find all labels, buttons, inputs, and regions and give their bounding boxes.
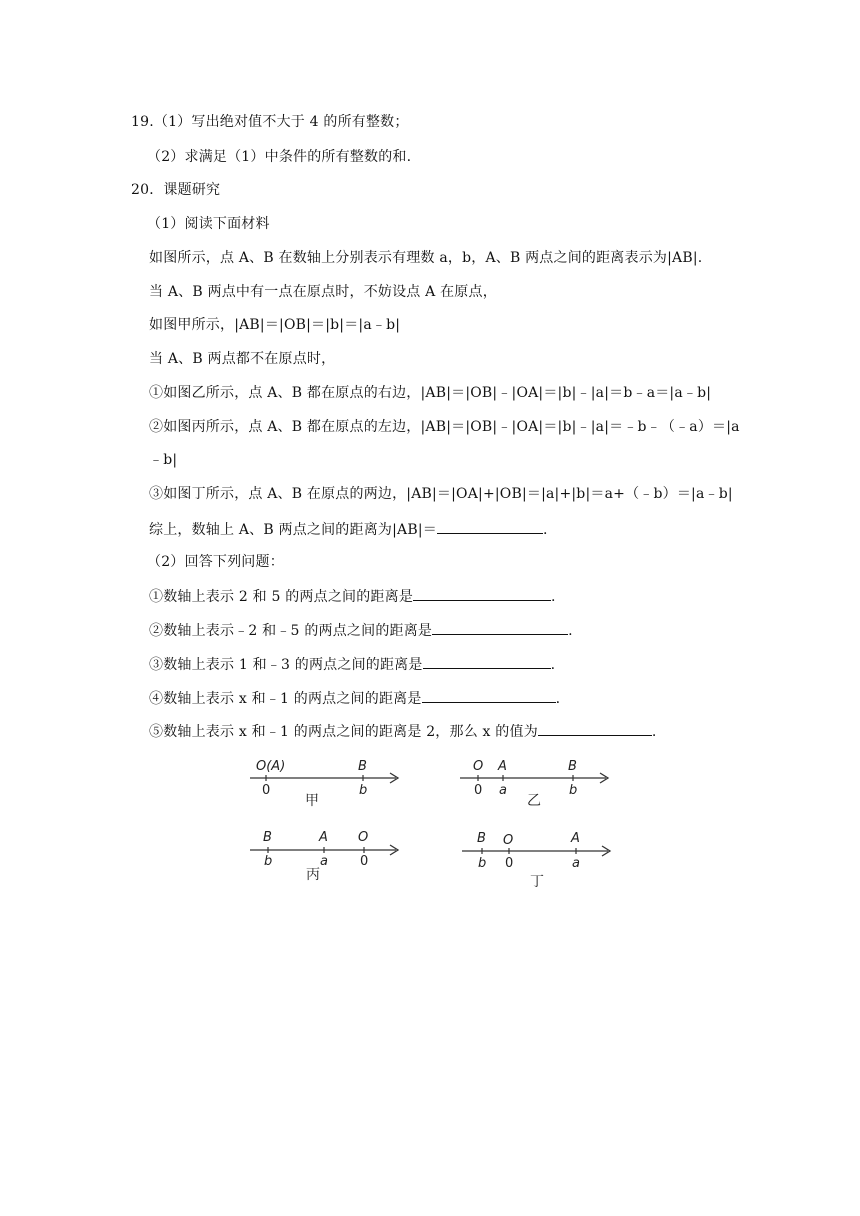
figure-bing-number-line	[246, 824, 416, 886]
q20-section2-heading: （2）回答下列问题：	[147, 554, 284, 570]
jia-label-B: B	[358, 759, 367, 774]
bing-tick-b: b	[264, 854, 273, 869]
figure-ding-number-line	[458, 826, 628, 892]
bing-tick-0: 0	[360, 854, 369, 869]
figure-jia-number-line	[246, 754, 416, 814]
material-case-not-origin: 当 A、B 两点都不在原点时，	[149, 351, 336, 367]
q20-title: 20．课题研究	[131, 182, 221, 198]
bing-tick-a: a	[320, 854, 328, 869]
yi-label-O: O	[473, 759, 484, 774]
question-1: ①数轴上表示 2 和 5 的两点之间的距离是 .	[149, 586, 556, 606]
ding-tick-b: b	[478, 856, 487, 871]
yi-tick-a: a	[499, 783, 507, 798]
bing-label-A: A	[319, 830, 328, 845]
jia-label-O: O(A)	[256, 759, 286, 774]
q19-part1: 19.（1）写出绝对值不大于 4 的所有整数；	[131, 114, 409, 130]
material-case-2-continued: ﹣b|	[149, 452, 178, 468]
yi-figure-name: 乙	[527, 793, 541, 809]
material-figure-jia: 如图甲所示，|AB|＝|OB|＝|b|＝|a﹣b|	[149, 317, 401, 333]
material-case-2: ②如图丙所示，点 A、B 都在原点的左边，|AB|＝|OB|﹣|OA|＝|b|﹣|a|＝﹣b﹣（﹣a）＝|a	[149, 419, 740, 435]
question-4-answer-blank[interactable]	[422, 688, 556, 703]
jia-tick-0: 0	[262, 783, 271, 798]
question-4-text: ④数轴上表示 x 和﹣1 的两点之间的距离是	[149, 691, 422, 707]
question-5-text: ⑤数轴上表示 x 和﹣1 的两点之间的距离是 2，那么 x 的值为	[149, 724, 538, 740]
question-2: ②数轴上表示﹣2 和﹣5 的两点之间的距离是 .	[149, 620, 573, 640]
yi-label-B: B	[568, 759, 577, 774]
question-1-text: ①数轴上表示 2 和 5 的两点之间的距离是	[149, 589, 414, 605]
figure-yi-number-line	[456, 754, 626, 814]
ding-label-A: A	[571, 831, 580, 846]
question-1-answer-blank[interactable]	[413, 586, 551, 601]
ding-label-O: O	[503, 833, 514, 848]
material-case-3: ③如图丁所示，点 A、B 在原点的两边，|AB|＝|OA|+|OB|＝|a|+|b|＝a+（﹣b）＝|a﹣b|	[149, 486, 733, 502]
yi-tick-0: 0	[474, 783, 483, 798]
bing-label-O: O	[358, 830, 369, 845]
material-intro: 如图所示，点 A、B 在数轴上分别表示有理数 a，b，A、B 两点之间的距离表示为|AB|.	[149, 250, 703, 266]
q20-section1-heading: （1）阅读下面材料	[147, 216, 270, 232]
question-5-answer-blank[interactable]	[538, 721, 652, 736]
summary-answer-blank[interactable]	[437, 519, 543, 534]
ding-tick-0: 0	[505, 856, 514, 871]
ding-figure-name: 丁	[530, 874, 544, 890]
ding-tick-a: a	[572, 856, 580, 871]
question-3-text: ③数轴上表示 1 和﹣3 的两点之间的距离是	[149, 657, 423, 673]
material-case-origin: 当 A、B 两点中有一点在原点时，不妨设点 A 在原点，	[149, 284, 497, 300]
question-2-text: ②数轴上表示﹣2 和﹣5 的两点之间的距离是	[149, 623, 433, 639]
yi-tick-b: b	[569, 783, 578, 798]
summary-text: 综上，数轴上 A、B 两点之间的距离为|AB|＝	[149, 522, 437, 538]
jia-tick-b: b	[359, 783, 368, 798]
q19-part2: （2）求满足（1）中条件的所有整数的和.	[147, 149, 412, 165]
question-3: ③数轴上表示 1 和﹣3 的两点之间的距离是 .	[149, 654, 555, 674]
question-3-answer-blank[interactable]	[423, 654, 551, 669]
question-5: ⑤数轴上表示 x 和﹣1 的两点之间的距离是 2，那么 x 的值为 .	[149, 721, 657, 741]
yi-label-A: A	[498, 759, 507, 774]
material-summary: 综上，数轴上 A、B 两点之间的距离为|AB|＝ .	[149, 519, 548, 539]
ding-label-B: B	[477, 831, 486, 846]
question-4: ④数轴上表示 x 和﹣1 的两点之间的距离是 .	[149, 688, 560, 708]
material-case-1: ①如图乙所示，点 A、B 都在原点的右边，|AB|＝|OB|﹣|OA|＝|b|﹣|a|＝b﹣a＝|a﹣b|	[149, 385, 712, 401]
bing-figure-name: 丙	[306, 867, 320, 883]
bing-label-B: B	[263, 830, 272, 845]
question-2-answer-blank[interactable]	[432, 620, 568, 635]
jia-figure-name: 甲	[305, 793, 319, 809]
